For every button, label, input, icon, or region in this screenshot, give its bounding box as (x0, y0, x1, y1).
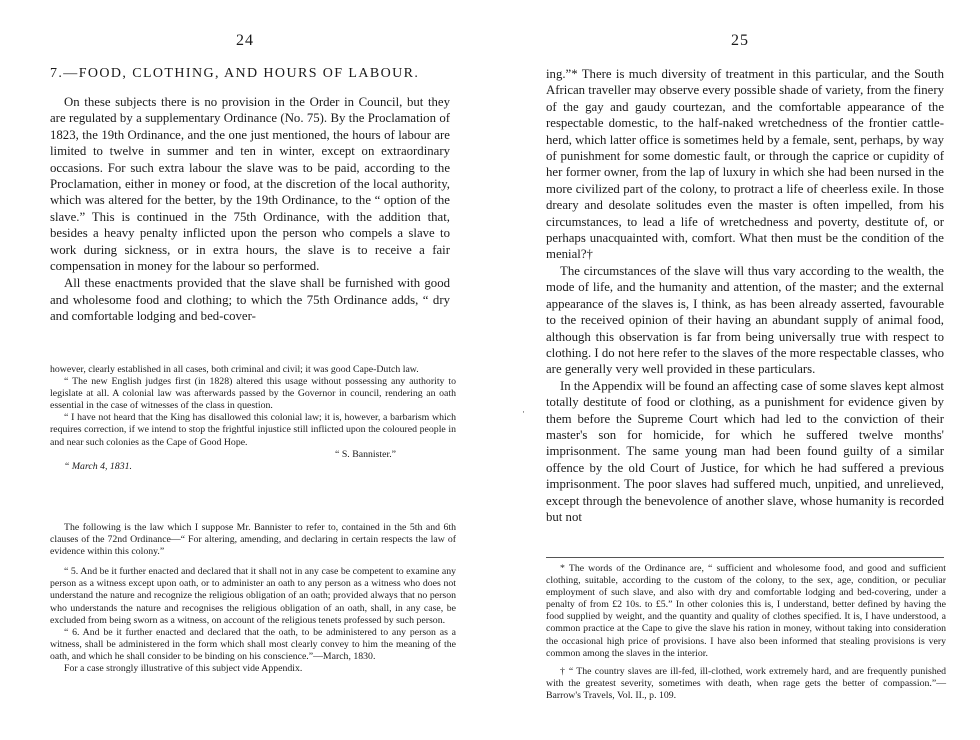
note-date: “ March 4, 1831. (64, 460, 132, 472)
body-paragraph: ing.”* There is much diversity of treatment in this particular, and the South African traveller may observe every possible shade of variety, from the finery of the gay and gaudy courtezan, and the comfortable appearance of the respectable domestic, to the half-naked wretchedness of the frontier cattle-herd, which latter office is sometimes held by a female, sent, perhaps, by way of punishment for some domestic fault, or through the caprice or cupidity of her former owner, from the lap of luxury in which she had been nursed in the more civilized part of the colony, to protract a life of cheerless exile. In those dreary and desolate solitudes even the master is often impelled, from his circumstances, to lead a life of wretchedness and poverty, destitute of, or perhaps unacquainted with, comfort. What then must be the condition of the menial?† (546, 67, 944, 262)
note-paragraph: For a case strongly illustrative of this subject vide Appendix. (64, 663, 303, 675)
body-paragraph: The circumstances of the slave will thus vary according to the wealth, the mode of life, and the humanity and attention, of the master; and the external appearance of the slaves is, I think, as has been already asserted, favourable to the received opinion of their having an abundant supply of animal food, although this observation is far from being universally true with respect to clothing. I do not here refer to the slaves of the more respectable classes, who are generally very well provided in these particulars. (546, 263, 944, 377)
footnote: † “ The country slaves are ill-fed, ill-clothed, work extremely hard, and are frequently punished with the greatest severity, sometimes with death, when rage gets the better of compassion.”—Barrow's Travels, Vol. II., p. 109. (546, 665, 946, 701)
right-page (490, 0, 980, 740)
right-footnotes (546, 563, 946, 702)
section-heading: 7.—FOOD, CLOTHING, AND HOURS OF LABOUR. (50, 66, 420, 81)
note-signature: “ S. Bannister.” (335, 448, 396, 460)
note-paragraph: “ I have not heard that the King has disallowed this colonial law; it is, however, a barbarism which requires correction, if we intend to stop the frightful injustice still inflicted upon the coloured people in and near such colonies as the Cape of Good Hope. (50, 412, 456, 448)
body-paragraph: On these subjects there is no provision in the Order in Council, but they are regulated by a supplementary Ordinance (No. 75). By the Proclamation of 1823, the 19th Ordinance, and the one just mentioned, the hours of labour are limited to twelve in summer and ten in winter, except on extraordinary occasions. For such extra labour the slave was to be paid, according to the Proclamation, either in money or food, at the discretion of the local authority, which was altered for the better, by the 19th Ordinance, to the “ option of the slave.” This is continued in the 75th Ordinance, with the addition that, besides a heavy penalty inflicted upon the person who compels a slave to work during sickness, or in extra hours, the slave is to receive a fair compensation in money for the labour so performed. (50, 95, 450, 274)
footnote-rule (546, 557, 944, 558)
left-notes-lower (50, 522, 456, 675)
body-paragraph: All these enactments provided that the slave shall be furnished with good and wholesome food and clothing; to which the 75th Ordinance adds, “ dry and comfortable lodging and bed-cover- (50, 276, 450, 324)
margin-dot: · (522, 407, 525, 417)
note-paragraph: “ 6. And be it further enacted and declared that the oath, to be administered to any person as a witness, shall be administered in the form which shall most clearly convey to him the meaning of the oath, and which he shall consider to be binding on his conscience.”—March, 1830. (50, 626, 456, 662)
left-body-text (50, 94, 450, 325)
right-body-text (546, 66, 944, 525)
note-paragraph: “ 5. And be it further enacted and declared that it shall not in any case be competent to examine any person as a witness except upon oath, or to administer an oath to any person as a witness who does not understand the nature and recognize the religious obligation of an oath; provided always that no person who understands the nature and recognises the religious obligation of an oath, shall, in any case, be excluded from being sworn as a witness, on account of the religious tenets professed by such person. (50, 566, 456, 626)
left-notes-upper (50, 364, 456, 473)
left-page-number: 24 (236, 32, 254, 49)
note-paragraph: The following is the law which I suppose Mr. Bannister to refer to, contained in the 5th and 6th clauses of the 72nd Ordinance—“ For altering, amending, and declaring in certain respects the law of evidence within this colony.” (50, 522, 456, 558)
body-paragraph: In the Appendix will be found an affecting case of some slaves kept almost totally destitute of food or clothing, as a punishment for evidence given by them before the Supreme Court which had led to the conviction of their master's son for homicide, for which he suffered twelve months' imprisonment. The same young man had been found guilty of a similar offence by the old Court of Justice, for which he had suffered a previous imprisonment. The poor slaves had suffered much, unpitied, and unrelieved, except through the benevolence of another slave, whose humanity is recorded but not (546, 378, 944, 524)
footnote: * The words of the Ordinance are, “ sufficient and wholesome food, and good and sufficient clothing, suitable, according to the custom of the colony, to the sex, age, condition, or peculiar employment of such slave, and also with dry and comfortable lodging and bed-covering, under a penalty of from £2 10s. to £5.” In other colonies this is, I understand, better defined by having the food supplied by weight, and the quantity and quality of clothes specified. It is, I have understood, a common practice at the Cape to give the slave his ration in money, without taking into consideration the occasional high price of provisions. I have also been informed that stealing provisions is very common among the slaves in the interior. (546, 563, 946, 659)
right-page-number: 25 (731, 32, 749, 49)
note-paragraph: however, clearly established in all cases, both criminal and civil; it was good Cape-Dutch law. (50, 364, 419, 375)
note-paragraph: “ The new English judges first (in 1828) altered this usage without possessing any authority to legislate at all. A colonial law was afterwards passed by the Governor in council, rendering an oath essential in the case of witnesses of the class in question. (50, 376, 456, 412)
